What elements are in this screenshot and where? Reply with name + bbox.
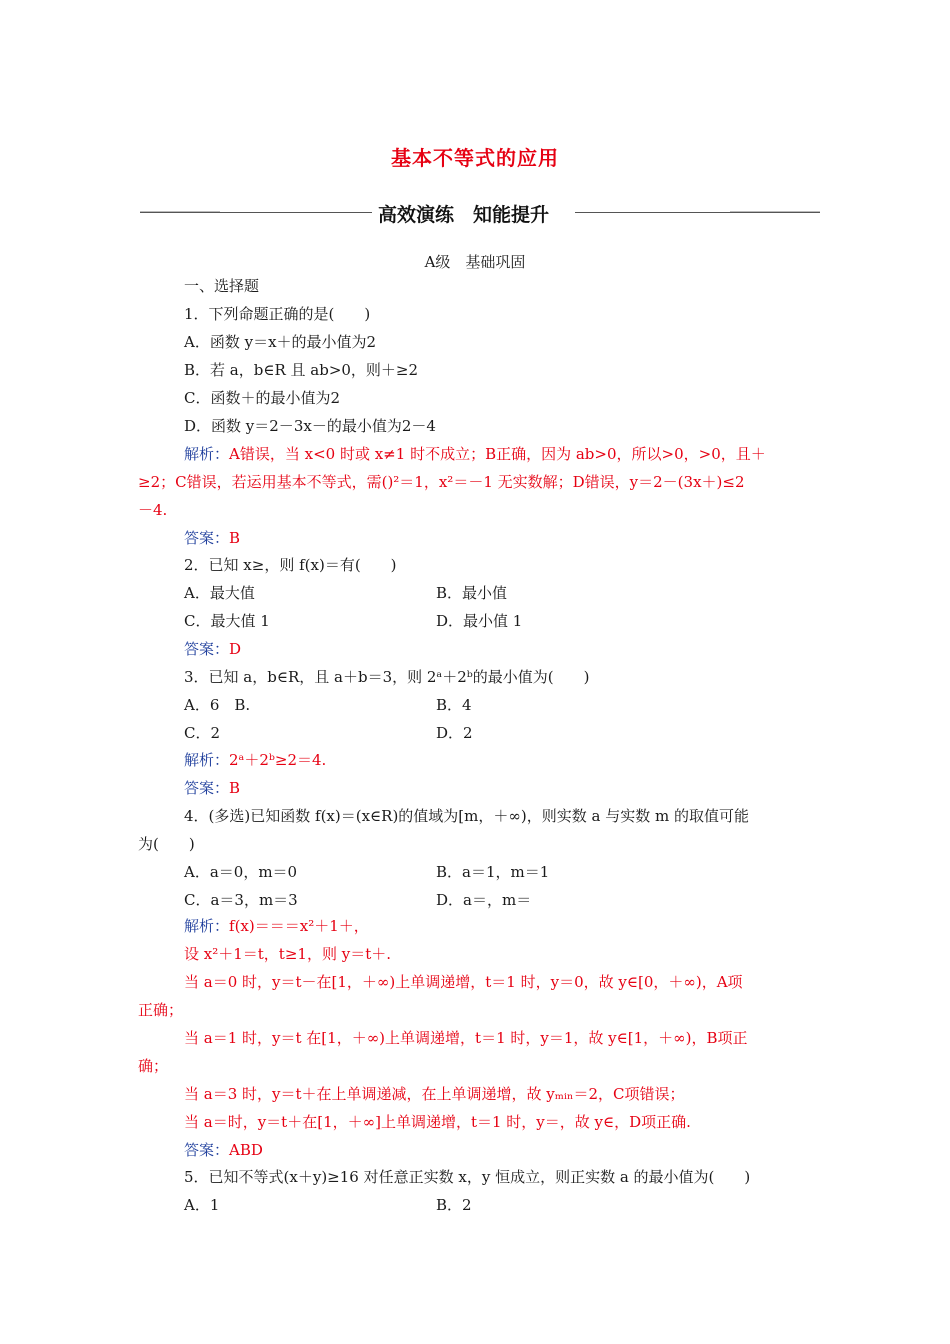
- section-banner: [140, 198, 820, 228]
- q3-option-a: A．6 B.: [184, 696, 251, 714]
- q1-option-c: C．函数＋的最小值为2: [184, 389, 341, 407]
- q1-answer: [184, 528, 240, 548]
- q4-analysis-line-1: f(x)＝＝＝x²＋1＋，: [229, 917, 369, 935]
- q4-answer-value: ABD: [229, 1141, 263, 1159]
- q4-analysis-line-5: 当 a＝1 时，y＝t 在[1，＋∞)上单调递增，t＝1 时，y＝1，故 y∈[1，＋∞)，B项正: [184, 1029, 748, 1047]
- q4-stem-line-1: 4．(多选)已知函数 f(x)＝(x∈R)的值域为[m，＋∞)，则实数 a 与实数 m 的取值可能: [184, 807, 749, 825]
- q1-option-d: D．函数 y＝2－3x－的最小值为2－4: [184, 417, 436, 435]
- q4-analysis-line-4: 正确；: [138, 1001, 184, 1019]
- q3-option-c: C．2: [184, 724, 221, 742]
- q1-option-b: B．若 a，b∈R 且 ab>0，则＋≥2: [184, 361, 419, 379]
- q2-option-d: D．最小值 1: [436, 612, 523, 630]
- q2-option-b: B．最小值: [436, 584, 508, 602]
- q1-analysis: [184, 444, 766, 464]
- q2-stem: 2．已知 x≥，则 f(x)＝有( ): [184, 556, 397, 574]
- q1-answer-value: B: [229, 529, 241, 547]
- answer-label: 答案：: [184, 640, 230, 658]
- q3-answer-value: B: [229, 779, 241, 797]
- q3-answer: [184, 778, 240, 798]
- document-title: 基本不等式的应用: [391, 146, 559, 170]
- analysis-label: 解析：: [184, 445, 230, 463]
- q3-stem: 3．已知 a，b∈R，且 a＋b＝3，则 2ᵃ＋2ᵇ的最小值为( ): [184, 668, 590, 686]
- q3-analysis: [184, 750, 326, 770]
- q1-analysis-line-2: ≥2；C错误，若运用基本不等式，需()²＝1，x²＝－1 无实数解；D错误，y＝2－(3x＋)≤2: [138, 473, 745, 491]
- q4-option-b: B．a＝1，m＝1: [436, 863, 550, 881]
- q4-option-a: A．a＝0，m＝0: [184, 863, 298, 881]
- q4-option-c: C．a＝3，m＝3: [184, 891, 298, 909]
- q1-analysis-line-3: －4.: [138, 501, 168, 519]
- q4-analysis: [184, 916, 369, 936]
- q4-analysis-line-7: 当 a＝3 时，y＝t＋在上单调递减，在上单调递增，故 yₘᵢₙ＝2，C项错误；: [184, 1085, 685, 1103]
- q4-answer: [184, 1140, 263, 1160]
- q4-analysis-line-8: 当 a＝时，y＝t＋在[1，＋∞]上单调递增，t＝1 时，y＝，故 y∈，D项正确.: [184, 1113, 691, 1131]
- q4-option-d: D．a＝，m＝: [436, 891, 532, 909]
- q2-answer-value: D: [229, 640, 242, 658]
- q3-analysis-text: 2ᵃ＋2ᵇ≥2＝4.: [229, 751, 327, 769]
- q1-option-a: A．函数 y＝x＋的最小值为2: [184, 333, 377, 351]
- answer-label: 答案：: [184, 1141, 230, 1159]
- banner-rule-left: [140, 212, 372, 213]
- q4-analysis-line-6: 确；: [138, 1057, 169, 1075]
- answer-label: 答案：: [184, 529, 230, 547]
- q2-option-a: A．最大值: [184, 584, 255, 602]
- banner-rule-right: [575, 212, 820, 213]
- q4-stem-line-2: 为( ): [138, 835, 195, 853]
- q4-analysis-line-2: 设 x²＋1＝t，t≥1，则 y＝t＋.: [184, 945, 391, 963]
- q3-option-d: D．2: [436, 724, 473, 742]
- q5-stem: 5．已知不等式(x＋y)≥16 对任意正实数 x，y 恒成立，则正实数 a 的最小值为( ): [184, 1168, 751, 1186]
- q3-option-b: B．4: [436, 696, 472, 714]
- q2-option-c: C．最大值 1: [184, 612, 270, 630]
- q5-option-a: A．1: [184, 1196, 220, 1214]
- q2-answer: [184, 639, 241, 659]
- level-heading: A级 基础巩固: [424, 253, 526, 271]
- analysis-label: 解析：: [184, 917, 230, 935]
- q1-analysis-line-1: A错误，当 x<0 时或 x≠1 时不成立；B正确，因为 ab>0，所以>0，>0，且＋: [229, 445, 766, 463]
- banner-text: 高效演练 知能提升: [378, 204, 550, 226]
- q1-stem: 1．下列命题正确的是( ): [184, 305, 371, 323]
- q5-option-b: B．2: [436, 1196, 472, 1214]
- section-heading: 一、选择题: [184, 277, 260, 295]
- analysis-label: 解析：: [184, 751, 230, 769]
- answer-label: 答案：: [184, 779, 230, 797]
- q4-analysis-line-3: 当 a＝0 时，y＝t－在[1，＋∞)上单调递增，t＝1 时，y＝0，故 y∈[0，＋∞)，A项: [184, 973, 743, 991]
